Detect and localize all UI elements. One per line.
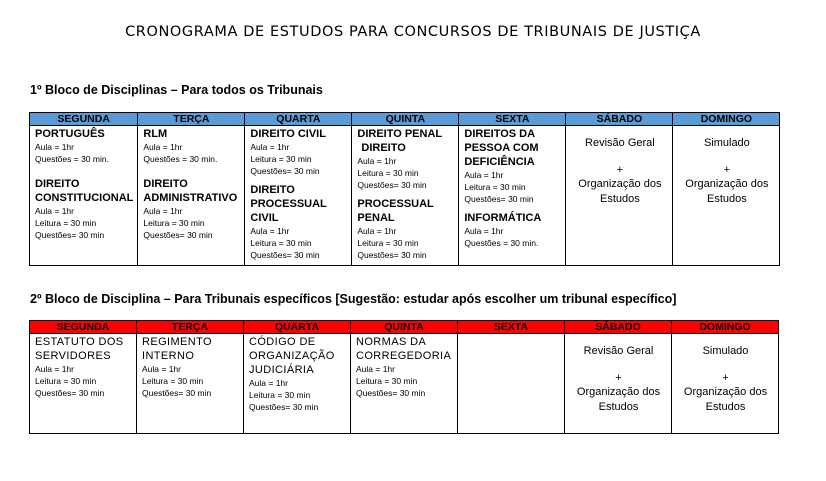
- detail: Leitura = 30 min: [357, 168, 419, 178]
- cell-sabado: [566, 126, 673, 266]
- cell-quinta: [352, 126, 459, 266]
- organization-label: Organização dos Estudos: [685, 178, 769, 205]
- header-segunda: SEGUNDA: [30, 321, 137, 334]
- block1-header-row: [30, 113, 780, 126]
- detail: Questões= 30 min: [250, 166, 320, 176]
- detail: Aula = 1hr: [249, 378, 288, 388]
- organization-label: Organização dos Estudos: [683, 386, 768, 413]
- cell-segunda: [30, 334, 137, 434]
- detail: Aula = 1hr: [250, 226, 290, 236]
- cell-domingo: [672, 334, 779, 434]
- header-quarta: QUARTA: [245, 113, 352, 126]
- detail: Questões= 30 min: [143, 230, 213, 240]
- subject: PROCESSUAL PENAL: [357, 198, 434, 224]
- detail: Leitura = 30 min: [142, 376, 204, 386]
- detail: Questões= 30 min: [464, 194, 534, 204]
- header-terca: TERÇA: [138, 113, 245, 126]
- detail: Questões= 30 min: [250, 250, 320, 260]
- detail: Leitura = 30 min: [143, 218, 205, 228]
- subject: DIREITO CONSTITUCIONAL: [35, 178, 134, 204]
- header-sabado: SÁBADO: [565, 321, 672, 334]
- detail: Questões= 30 min: [35, 230, 105, 240]
- block1-title: 1º Bloco de Disciplinas – Para todos os Tribunais: [30, 83, 323, 97]
- detail: Aula = 1hr: [357, 226, 397, 236]
- organization-label: Organização dos Estudos: [578, 178, 662, 205]
- detail: Questões= 30 min: [142, 388, 212, 398]
- detail: Leitura = 30 min: [464, 182, 526, 192]
- detail: Aula = 1hr: [464, 226, 504, 236]
- cell-terca: [138, 126, 245, 266]
- mock-exam-label: Simulado: [703, 137, 750, 149]
- subject: RLM: [143, 128, 168, 140]
- header-quinta: QUINTA: [352, 113, 459, 126]
- detail: Leitura = 30 min: [35, 218, 97, 228]
- plus-sign: +: [616, 163, 624, 176]
- detail: Questões= 30 min: [357, 250, 427, 260]
- detail: Aula = 1hr: [143, 142, 183, 152]
- detail: Questões= 30 min: [249, 402, 319, 412]
- subject: INFORMÁTICA: [464, 212, 542, 224]
- detail: Leitura = 30 min: [249, 390, 311, 400]
- detail: Leitura = 30 min: [357, 238, 419, 248]
- subject: PORTUGUÊS: [35, 128, 105, 140]
- detail: Aula = 1hr: [464, 170, 504, 180]
- detail: Aula = 1hr: [357, 156, 397, 166]
- subject: DIREITO: [361, 142, 406, 154]
- plus-sign: +: [615, 371, 622, 384]
- detail: Aula = 1hr: [35, 206, 74, 216]
- block2-title: 2º Bloco de Disciplina – Para Tribunais específicos [Sugestão: estudar após escolher um tribunal específico]: [30, 292, 677, 306]
- cell-quarta: [244, 334, 351, 434]
- detail: Questões= 30 min: [356, 388, 426, 398]
- subject: DIREITO PENAL: [357, 128, 443, 140]
- block2-header-row: [30, 321, 779, 334]
- header-quarta: QUARTA: [244, 321, 351, 334]
- cell-segunda: [30, 126, 138, 266]
- block1-content-row: [30, 126, 780, 266]
- block2-content-row: [30, 334, 779, 434]
- header-domingo: DOMINGO: [672, 321, 779, 334]
- detail: Questões= 30 min: [35, 388, 105, 398]
- header-sexta: SEXTA: [459, 113, 566, 126]
- subject: NORMAS DA CORREGEDORIA: [356, 336, 452, 362]
- cell-sexta: [459, 126, 566, 266]
- subject: REGIMENTO INTERNO: [142, 336, 213, 362]
- detail: Questões = 30 min.: [143, 154, 218, 164]
- header-segunda: SEGUNDA: [30, 113, 138, 126]
- detail: Aula = 1hr: [142, 364, 181, 374]
- detail: Leitura = 30 min: [35, 376, 97, 386]
- detail: Questões = 30 min.: [35, 154, 109, 164]
- plus-sign: +: [723, 163, 731, 176]
- review-label: Revisão Geral: [583, 345, 654, 357]
- header-terca: TERÇA: [137, 321, 244, 334]
- subject: DIREITO ADMINISTRATIVO: [143, 178, 238, 204]
- header-sexta: SEXTA: [458, 321, 565, 334]
- cell-domingo: [673, 126, 780, 266]
- mock-exam-label: Simulado: [702, 345, 749, 357]
- detail: Aula = 1hr: [356, 364, 395, 374]
- cell-sexta: [458, 334, 565, 434]
- cell-sabado: [565, 334, 672, 434]
- detail: Leitura = 30 min: [250, 238, 312, 248]
- detail: Leitura = 30 min: [356, 376, 418, 386]
- subject: DIREITOS DA PESSOA COM DEFICIÊNCIA: [464, 128, 539, 168]
- subject: DIREITO CIVIL: [250, 128, 326, 140]
- detail: Questões = 30 min.: [464, 238, 539, 248]
- cell-quinta: [351, 334, 458, 434]
- detail: Aula = 1hr: [35, 364, 74, 374]
- detail: Leitura = 30 min: [250, 154, 312, 164]
- plus-sign: +: [722, 371, 729, 384]
- detail: Aula = 1hr: [143, 206, 183, 216]
- detail: Questões= 30 min: [357, 180, 427, 190]
- block2-table: [29, 320, 779, 434]
- header-domingo: DOMINGO: [673, 113, 780, 126]
- header-sabado: SÁBADO: [566, 113, 673, 126]
- subject: ESTATUTO DOS SERVIDORES: [35, 336, 124, 362]
- detail: Aula = 1hr: [35, 142, 74, 152]
- header-quinta: QUINTA: [351, 321, 458, 334]
- cell-quarta: [245, 126, 352, 266]
- block1-table: [29, 112, 780, 266]
- review-label: Revisão Geral: [585, 137, 655, 149]
- subject: DIREITO PROCESSUAL CIVIL: [250, 184, 327, 224]
- subject: CÓDIGO DE ORGANIZAÇÃO JUDICIÁRIA: [249, 336, 335, 376]
- page-title: CRONOGRAMA DE ESTUDOS PARA CONCURSOS DE TRIBUNAIS DE JUSTIÇA: [125, 24, 701, 40]
- cell-terca: [137, 334, 244, 434]
- organization-label: Organização dos Estudos: [576, 386, 661, 413]
- detail: Aula = 1hr: [250, 142, 290, 152]
